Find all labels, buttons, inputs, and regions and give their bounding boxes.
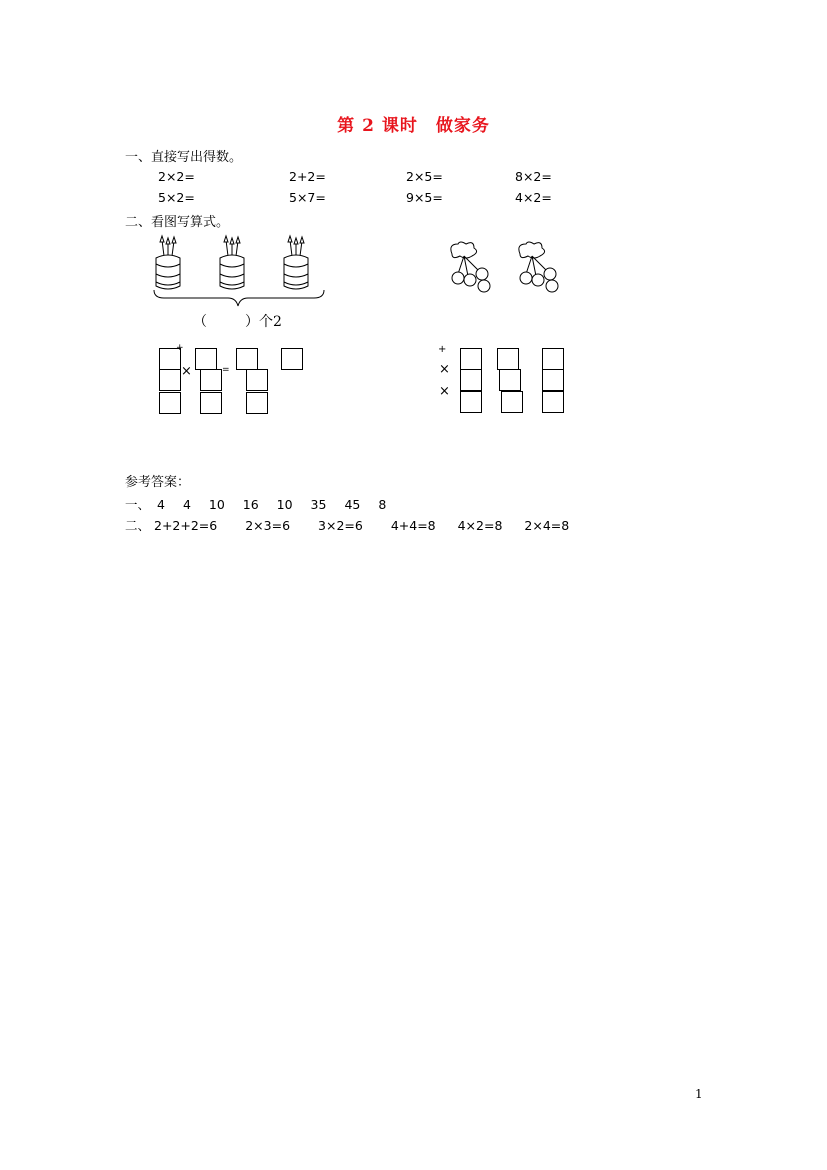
answer-value: 2×4=8 [524, 518, 570, 533]
answer-value: 16 [242, 497, 259, 512]
pencil-cup-icon [284, 236, 308, 289]
problem: 5×7= [289, 190, 326, 205]
section-1-heading: 一、直接写出得数。 [125, 150, 243, 165]
answer-box[interactable] [542, 369, 564, 391]
times-symbol: × [439, 362, 450, 377]
pencil-cups-illustration [150, 236, 330, 308]
answer-box[interactable] [542, 391, 564, 413]
section-2-heading: 二、看图写算式。 [125, 215, 230, 230]
equals-symbol: = [222, 365, 230, 375]
answers-heading: 参考答案： [125, 475, 191, 490]
answer-box[interactable] [246, 369, 268, 391]
plus-symbol: + [438, 344, 447, 355]
answer-box[interactable] [497, 348, 519, 370]
answer-box[interactable] [159, 369, 181, 391]
problem: 5×2= [158, 190, 195, 205]
times-symbol: × [439, 384, 450, 399]
brace [154, 290, 324, 306]
answer-value: 4 [157, 497, 165, 512]
answers-line-2 [125, 516, 569, 534]
answers-line-1-prefix: 一、 [125, 497, 151, 512]
problem: 9×5= [406, 190, 443, 205]
answer-value: 10 [208, 497, 225, 512]
page-number: 1 [695, 1087, 703, 1101]
problem: 4×2= [515, 190, 552, 205]
answers-line-2-prefix: 二、 [125, 518, 151, 533]
answer-value: 3×2=6 [318, 518, 363, 533]
answer-box[interactable] [200, 392, 222, 414]
answers-line-1 [125, 495, 386, 513]
cherry-icon [451, 242, 490, 292]
plus-symbol: + [176, 343, 184, 353]
problem: 8×2= [515, 169, 552, 184]
problem: 2×2= [158, 169, 195, 184]
caption-close: ）个2 [245, 314, 282, 330]
pencil-cup-icon [156, 236, 180, 289]
answer-value: 45 [344, 497, 361, 512]
answer-box[interactable] [236, 348, 258, 370]
problem: 2+2= [289, 169, 326, 184]
answer-box[interactable] [159, 392, 181, 414]
answer-box[interactable] [542, 348, 564, 370]
answer-value: 10 [276, 497, 293, 512]
answer-value: 8 [378, 497, 387, 512]
answer-value: 2×3=6 [245, 518, 291, 533]
answer-box[interactable] [281, 348, 303, 370]
answer-value: 35 [310, 497, 327, 512]
page-title: 第 2 课时 做家务 [337, 116, 490, 136]
times-symbol: × [181, 364, 192, 379]
pencil-cup-icon [220, 236, 244, 289]
answer-box[interactable] [200, 369, 222, 391]
cherries-illustration [446, 240, 566, 300]
answer-value: 4 [182, 497, 191, 512]
answer-box[interactable] [195, 348, 217, 370]
answer-box[interactable] [460, 369, 482, 391]
answer-value: 4×2=8 [457, 518, 503, 533]
problem: 2×5= [406, 169, 443, 184]
answer-value: 2+2+2=6 [154, 518, 218, 533]
cherry-icon [519, 242, 558, 292]
answer-box[interactable] [460, 348, 482, 370]
answer-box[interactable] [460, 391, 482, 413]
answer-box[interactable] [499, 369, 521, 391]
answer-value: 4+4=8 [390, 518, 436, 533]
answer-box[interactable] [501, 391, 523, 413]
answer-box[interactable] [246, 392, 268, 414]
caption-open: （ [193, 314, 207, 330]
